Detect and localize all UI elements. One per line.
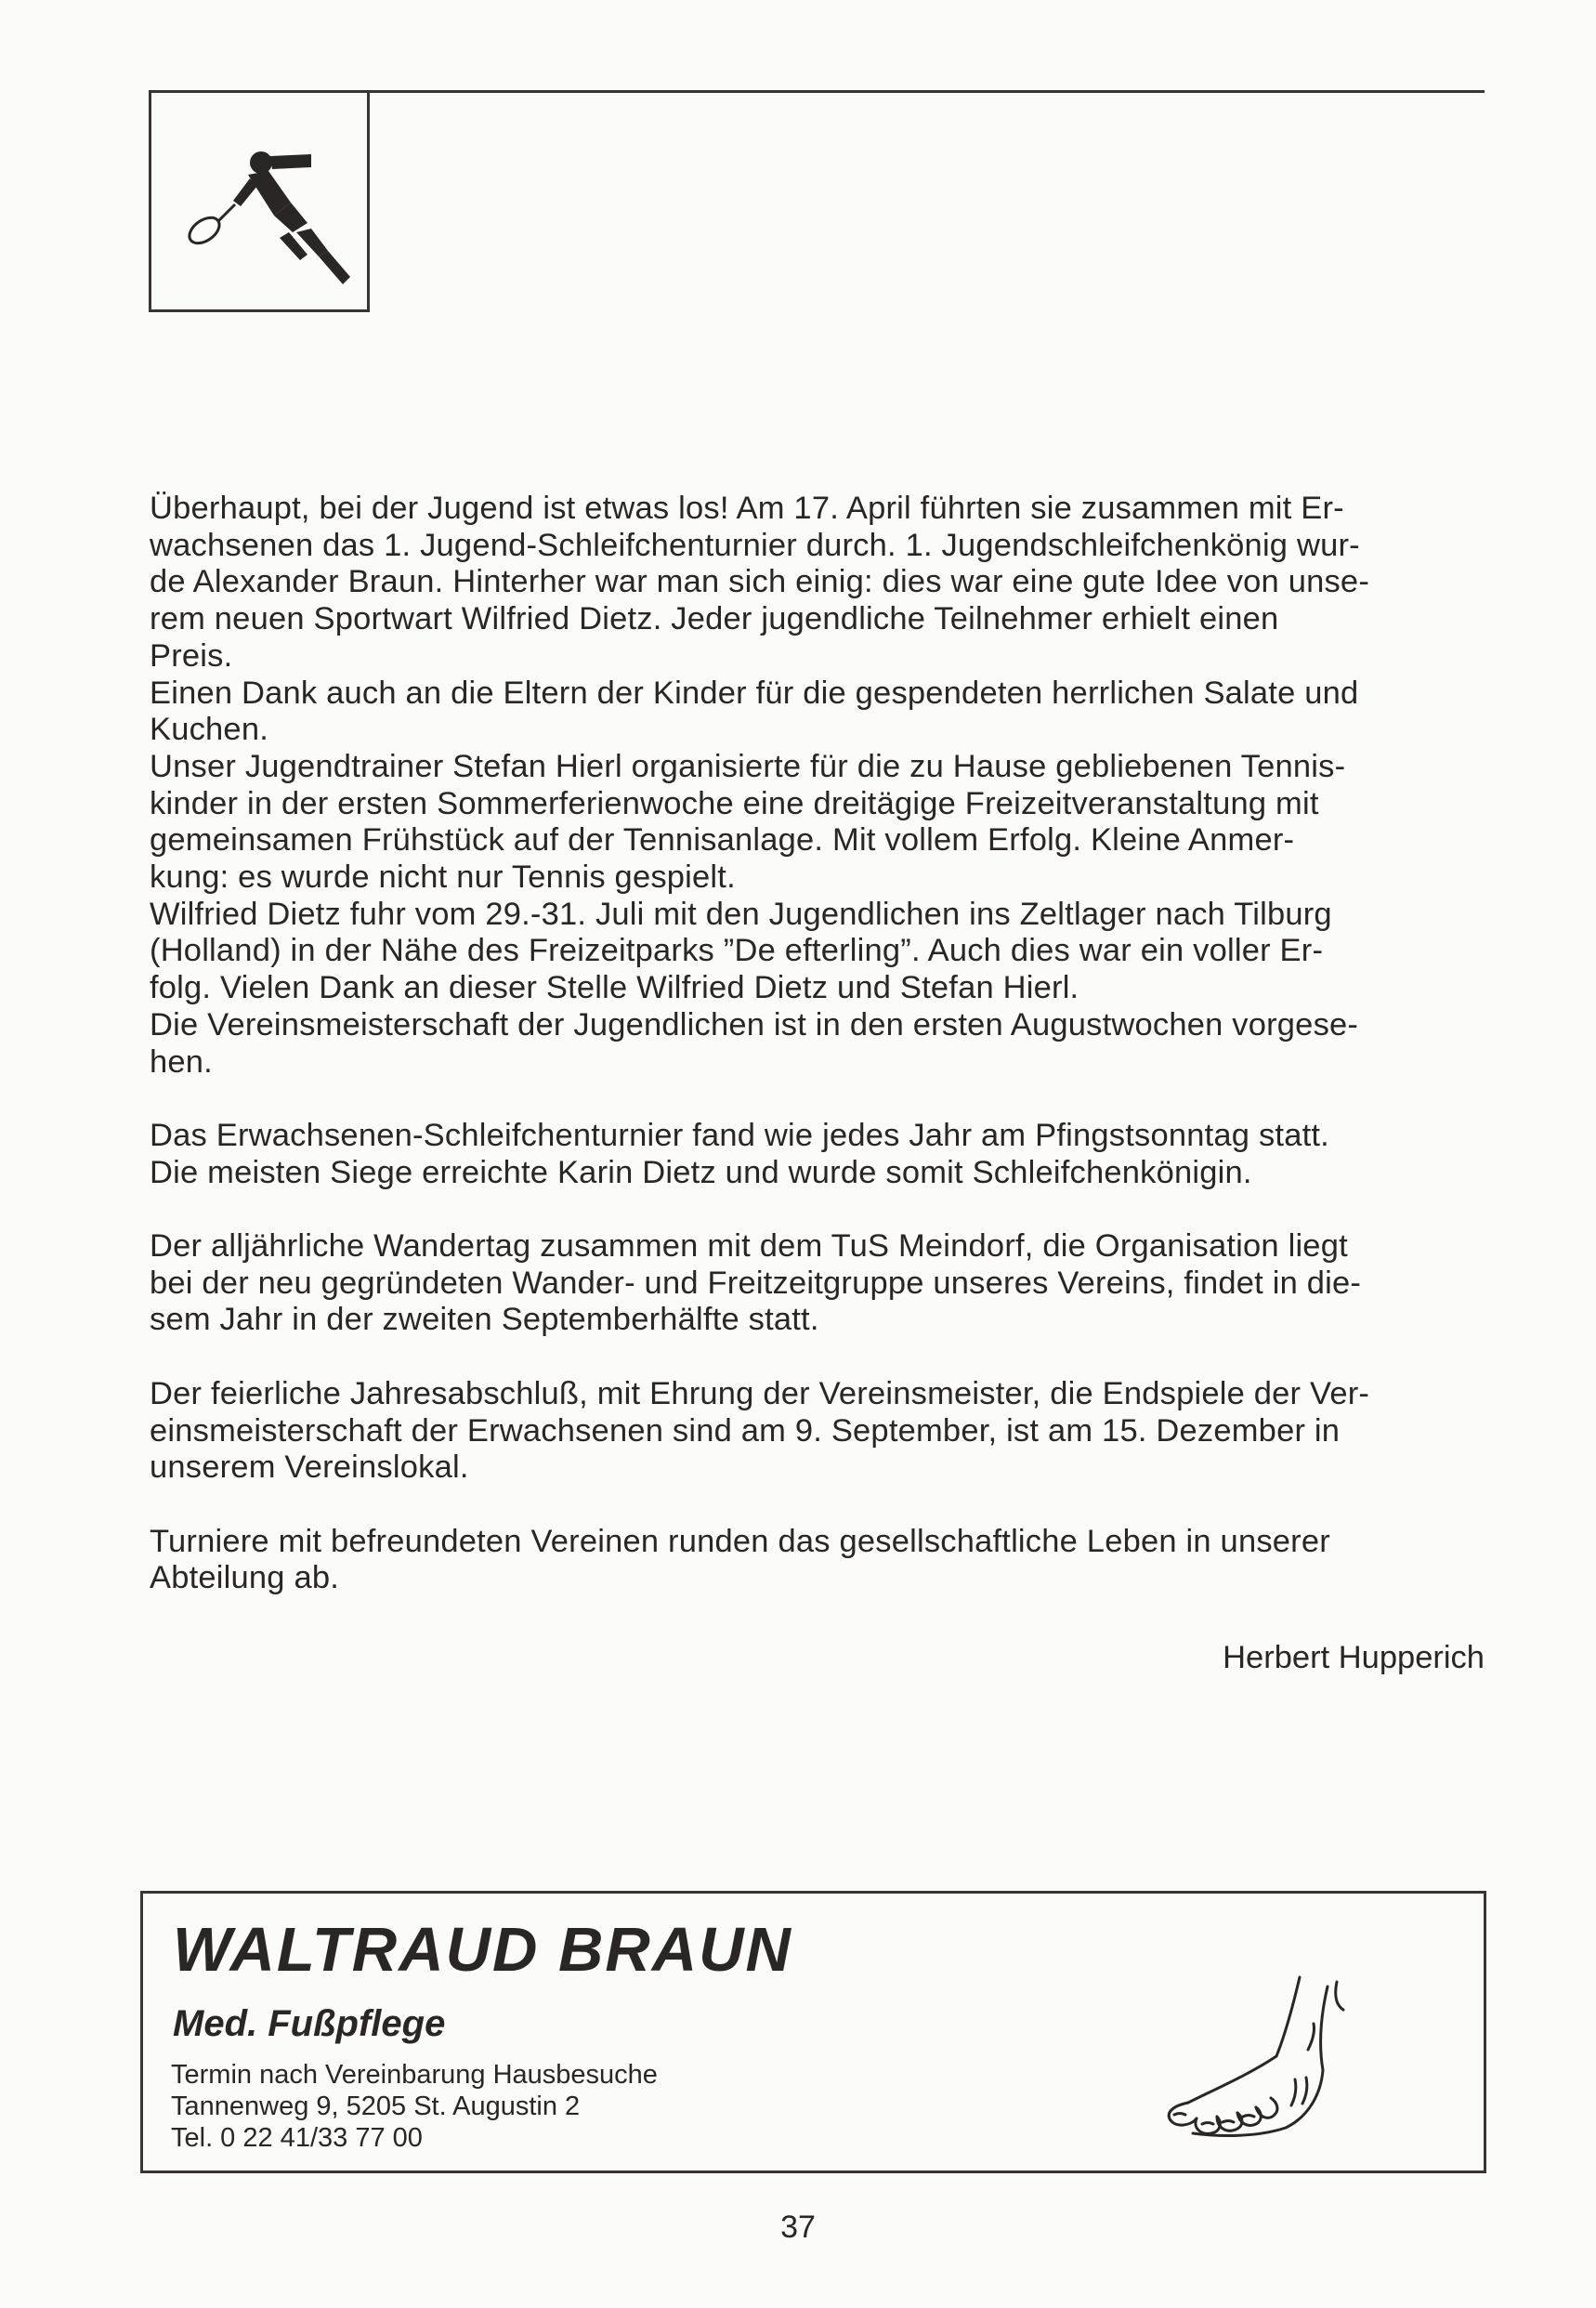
text-line: Wilfried Dietz fuhr vom 29.-31. Juli mit den Jugendlichen ins Zeltlager nach Tilburg (150, 896, 1332, 932)
text-line: Der feierliche Jahresabschluß, mit Ehrung der Vereinsmeister, die Endspiele der Ver- (150, 1375, 1370, 1411)
paragraph-hiking-day (150, 1228, 1485, 1339)
text-line: folg. Vielen Dank an dieser Stelle Wilfried Dietz und Stefan Hierl. (150, 970, 1079, 1006)
paragraph-youth-tournament (150, 491, 1485, 675)
ad-line-phone: Tel. 0 22 41/33 77 00 (171, 2123, 423, 2153)
text-line: gemeinsamen Frühstück auf der Tennisanlage. Mit vollem Erfolg. Kleine Anmer- (150, 822, 1295, 859)
text-line: hen. (150, 1043, 213, 1080)
text-line: Preis. (150, 637, 233, 674)
advertiser-name: WALTRAUD BRAUN (173, 1915, 792, 1985)
text-line: Der alljährliche Wandertag zusammen mit dem TuS Meindorf, die Organisation liegt (150, 1228, 1348, 1265)
article-body (150, 491, 1485, 1634)
text-line: Das Erwachsenen-Schleifchenturnier fand wie jedes Jahr am Pfingstsonntag statt. (150, 1117, 1329, 1153)
text-line: (Holland) in der Nähe des Freizeitparks ”De efterling”. Auch dies war ein voller Er- (150, 933, 1324, 969)
text-line: de Alexander Braun. Hinterher war man sich einig: dies war eine gute Idee von unse- (150, 564, 1370, 600)
text-line: Überhaupt, bei der Jugend ist etwas los! Am 17. April führten sie zusammen mit Er- (150, 491, 1344, 526)
text-line: Abteilung ab. (150, 1560, 340, 1596)
text-line: rem neuen Sportwart Wilfried Dietz. Jeder jugendliche Teilnehmer erhielt einen (150, 601, 1279, 637)
text-line: unserem Vereinslokal. (150, 1449, 469, 1486)
text-line: Einen Dank auch an die Eltern der Kinder für die gespendeten herrlichen Salate und (150, 675, 1359, 711)
text-line: einsmeisterschaft der Erwachsenen sind am 9. September, ist am 15. Dezember in (150, 1412, 1341, 1449)
paragraph-year-end (150, 1376, 1485, 1487)
text-line: Turniere mit befreundeten Vereinen runden das gesellschaftliche Leben in unserer (150, 1523, 1330, 1559)
tennis-player-icon (151, 93, 367, 309)
text-line: Unser Jugendtrainer Stefan Hierl organisierte für die zu Hause gebliebenen Tennis- (150, 748, 1346, 784)
text-line: sem Jahr in der zweiten Septemberhälfte statt. (150, 1302, 819, 1338)
advertiser-service: Med. Fußpflege (173, 2003, 446, 2044)
foot-icon (1137, 1968, 1379, 2154)
text-line: kinder in der ersten Sommerferienwoche eine dreitägige Freizeitveranstaltung mit (150, 785, 1319, 821)
page-number: 37 (780, 2210, 816, 2245)
text-line: wachsenen das 1. Jugend-Schleifchenturnier durch. 1. Jugendschleifchenkönig wur- (150, 527, 1360, 563)
ad-line-address: Tannenweg 9, 5205 St. Augustin 2 (171, 2092, 581, 2121)
paragraph-youth-championship (150, 1007, 1485, 1081)
paragraph-holiday-event (150, 749, 1485, 897)
paragraph-adult-tournament (150, 1118, 1485, 1191)
text-line: bei der neu gegründeten Wander- und Freitzeitgruppe unseres Vereins, findet in die- (150, 1265, 1362, 1301)
text-line: Die meisten Siege erreichte Karin Dietz und wurde somit Schleifchenkönigin. (150, 1154, 1252, 1190)
logo-box (149, 90, 370, 312)
text-line: Die Vereinsmeisterschaft der Jugendlichen ist in den ersten Augustwochen vorgese- (150, 1006, 1359, 1043)
text-line: Kuchen. (150, 712, 268, 748)
paragraph-camp (150, 897, 1485, 1007)
ad-line-appointment: Termin nach Vereinbarung Hausbesuche (171, 2060, 658, 2090)
advertisement-box (140, 1891, 1486, 2173)
paragraph-tournaments (150, 1524, 1485, 1597)
paragraph-thanks-parents (150, 675, 1485, 749)
author-signature: Herbert Hupperich (1223, 1640, 1485, 1675)
text-line: kung: es wurde nicht nur Tennis gespielt. (150, 859, 736, 896)
